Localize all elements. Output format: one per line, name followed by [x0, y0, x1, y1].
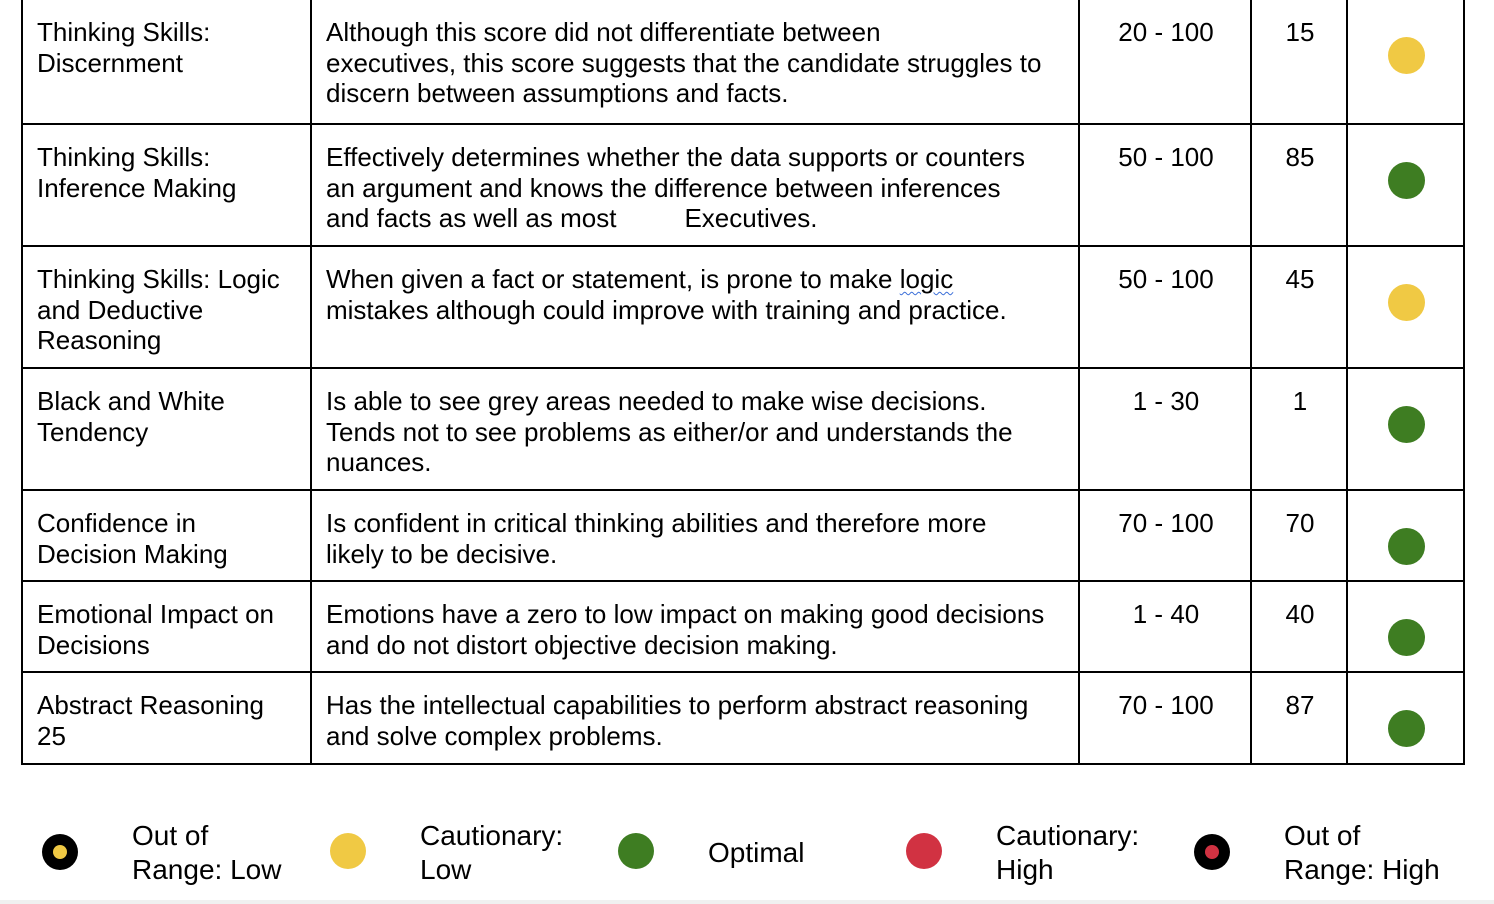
optimal-range: 50 - 100 [1079, 124, 1251, 246]
optimal-range: 1 - 40 [1079, 581, 1251, 672]
status-indicator [1347, 246, 1464, 368]
description-line: mistakes although could improve with training and practice. [326, 294, 1007, 325]
legend-label-line: Range: Low [132, 854, 282, 885]
ring-yellow-dot-icon [42, 834, 78, 870]
status-indicator [1347, 368, 1464, 490]
trait-description [311, 368, 1079, 490]
green-dot-icon [1388, 528, 1425, 565]
trait-name [22, 368, 311, 490]
legend-label-line: Cautionary: [420, 820, 564, 851]
candidate-score: 85 [1251, 124, 1347, 246]
optimal-range: 50 - 100 [1079, 246, 1251, 368]
status-indicator [1347, 124, 1464, 246]
trait-name-line: Emotional Impact on [37, 599, 275, 629]
optimal-range: 20 - 100 [1079, 0, 1251, 124]
trait-name-line: Thinking Skills: Logic [37, 264, 280, 294]
page-bottom-edge [0, 900, 1494, 904]
green-dot-icon [1388, 619, 1425, 656]
inner-dot [53, 845, 67, 859]
trait-name [22, 0, 311, 124]
trait-description [311, 246, 1079, 368]
legend-label-line: Out of [132, 820, 209, 851]
candidate-score: 45 [1251, 246, 1347, 368]
description-line: and solve complex problems. [326, 720, 663, 751]
description-line: Is confident in critical thinking abilities and therefore more [326, 508, 987, 538]
trait-name [22, 672, 311, 764]
status-indicator [1347, 0, 1464, 124]
trait-name-line: Black and White [37, 386, 225, 416]
description-line: Has the intellectual capabilities to perform abstract reasoning [326, 690, 1029, 720]
red-dot-icon [906, 833, 942, 869]
trait-description [311, 0, 1079, 124]
trait-name-line: 25 [37, 720, 66, 751]
trait-name-line: Tendency [37, 416, 149, 447]
description-line: an argument and knows the difference between inferences [326, 172, 1001, 203]
legend-label-out-of-range-low [132, 819, 281, 887]
trait-name-line: Thinking Skills: [37, 142, 211, 172]
legend-label-line: Optimal [708, 837, 805, 868]
trait-name [22, 581, 311, 672]
table-row [22, 124, 1464, 246]
legend-label-line: High [996, 854, 1054, 885]
yellow-dot-icon [1388, 37, 1425, 74]
candidate-score: 40 [1251, 581, 1347, 672]
optimal-range: 1 - 30 [1079, 368, 1251, 490]
table-row [22, 0, 1464, 124]
legend-label-out-of-range-high [1284, 819, 1440, 887]
description-line: likely to be decisive. [326, 538, 558, 569]
trait-name-line: Decisions [37, 629, 150, 660]
trait-name-line: Inference Making [37, 172, 237, 203]
yellow-dot-icon [330, 833, 366, 869]
table-row [22, 246, 1464, 368]
description-line: Although this score did not differentiate between [326, 17, 881, 47]
legend-label-line: Range: High [1284, 854, 1440, 885]
trait-name-line: and Deductive [37, 294, 204, 325]
trait-name [22, 246, 311, 368]
description-line: Is able to see grey areas needed to make wise decisions. [326, 386, 987, 416]
optimal-range: 70 - 100 [1079, 490, 1251, 581]
table-row [22, 581, 1464, 672]
table-row [22, 368, 1464, 490]
candidate-score: 1 [1251, 368, 1347, 490]
trait-name-line: Decision Making [37, 538, 228, 569]
green-dot-icon [1388, 162, 1425, 199]
color-legend [0, 800, 1494, 904]
trait-description [311, 672, 1079, 764]
trait-name-line: Thinking Skills: [37, 17, 211, 47]
candidate-score: 15 [1251, 0, 1347, 124]
description-line: Effectively determines whether the data supports or counters [326, 142, 1026, 172]
trait-name-line: Confidence in [37, 508, 196, 538]
trait-description [311, 490, 1079, 581]
table-row [22, 672, 1464, 764]
assessment-table [21, 0, 1465, 765]
description-line: and do not distort objective decision making. [326, 629, 838, 660]
spellcheck-word: logic [899, 264, 954, 294]
status-indicator [1347, 581, 1464, 672]
yellow-dot-icon [1388, 284, 1425, 321]
trait-name-line: Discernment [37, 47, 183, 78]
legend-label-cautionary-high [996, 819, 1139, 887]
legend-label-cautionary-low [420, 819, 563, 887]
legend-label-line: Low [420, 854, 472, 885]
candidate-score: 87 [1251, 672, 1347, 764]
legend-label-line: Cautionary: [996, 820, 1140, 851]
description-line: executives, this score suggests that the candidate struggles to [326, 47, 1042, 78]
optimal-range: 70 - 100 [1079, 672, 1251, 764]
legend-label-line: Out of [1284, 820, 1361, 851]
inner-dot [1205, 845, 1219, 859]
description-line: Tends not to see problems as either/or and understands the [326, 416, 1013, 447]
status-indicator [1347, 672, 1464, 764]
trait-name-line: Reasoning [37, 325, 162, 355]
description-line: and facts as well as most [326, 203, 617, 233]
table-row [22, 490, 1464, 581]
ring-red-dot-icon [1194, 834, 1230, 870]
green-dot-icon [1388, 406, 1425, 443]
green-dot-icon [618, 833, 654, 869]
description-line: Emotions have a zero to low impact on making good decisions [326, 599, 1045, 629]
trait-description [311, 581, 1079, 672]
candidate-score: 70 [1251, 490, 1347, 581]
description-line: When given a fact or statement, is prone to make [326, 264, 900, 294]
status-indicator [1347, 490, 1464, 581]
description-line: discern between assumptions and facts. [326, 78, 789, 108]
trait-name [22, 490, 311, 581]
trait-description [311, 124, 1079, 246]
legend-label-optimal [708, 836, 804, 870]
trait-name-line: Abstract Reasoning [37, 690, 264, 720]
trait-name [22, 124, 311, 246]
green-dot-icon [1388, 710, 1425, 747]
description-line: nuances. [326, 447, 432, 477]
description-line: Executives. [684, 203, 818, 233]
